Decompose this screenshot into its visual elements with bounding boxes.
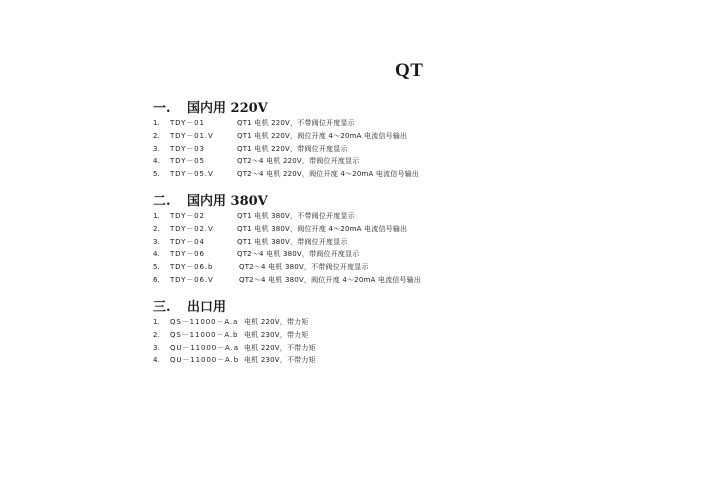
item-index: 1.	[153, 318, 160, 326]
item-description: QT2～4 电机 220V，带阀位开度显示	[237, 157, 360, 166]
item-model: TDY－05.V	[170, 170, 214, 179]
item-index: 4.	[153, 356, 160, 365]
item-description: QT2～4 电机 380V，阀位开度 4～20mA 电流信号输出	[239, 275, 422, 284]
item-model: TDY－03	[170, 144, 205, 153]
item-model: QU－11000－A.a	[170, 343, 239, 352]
item-model: TDY－01	[170, 119, 205, 127]
item-description: QT1 电机 220V，不带阀位开度显示	[237, 119, 355, 127]
item-index: 5.	[153, 263, 160, 272]
item-index: 3.	[153, 343, 160, 352]
item-description: QT1 电机 380V，阀位开度 4～20mA 电流信号输出	[237, 224, 408, 233]
item-model: TDY－05	[170, 157, 205, 166]
section-number: 二.	[153, 194, 171, 209]
item-model: QS－11000－A.b	[170, 330, 239, 339]
item-description: QT2～4 电机 220V，阀位开度 4～20mA 电流信号输出	[237, 170, 420, 179]
item-description: 电机 230V，不带力矩	[244, 356, 316, 365]
item-index: 5.	[153, 170, 160, 179]
item-index: 1.	[153, 212, 160, 220]
section-title: 出口用	[187, 300, 227, 315]
item-description: QT2～4 电机 380V，不带阀位开度显示	[239, 263, 369, 272]
item-description: QT1 电机 380V，不带阀位开度显示	[237, 212, 355, 220]
item-model: QU－11000－A.b	[170, 356, 240, 365]
section-number: 三.	[153, 300, 171, 315]
section-number: 一.	[153, 101, 171, 116]
section-heading-3	[153, 296, 226, 315]
section-heading-1	[153, 97, 268, 116]
item-index: 1.	[153, 119, 160, 127]
item-model: TDY－06.V	[170, 275, 214, 284]
item-index: 6.	[153, 275, 160, 284]
item-description: QT1 电机 220V，阀位开度 4～20mA 电流信号输出	[237, 131, 408, 140]
section-title: 国内用 380V	[187, 194, 268, 209]
item-index: 2.	[153, 224, 160, 233]
item-model: TDY－01.V	[170, 131, 214, 140]
item-description: QT1 电机 380V，带阀位开度显示	[237, 237, 348, 246]
item-index: 3.	[153, 237, 160, 246]
item-index: 2.	[153, 131, 160, 140]
item-description: QT2～4 电机 380V，带阀位开度显示	[237, 250, 360, 259]
item-index: 3.	[153, 144, 160, 153]
item-model: TDY－04	[170, 237, 205, 246]
item-description: 电机 220V，带力矩	[244, 318, 309, 326]
item-description: 电机 230V，带力矩	[244, 330, 309, 339]
item-model: QS－11000－A.a	[170, 318, 239, 326]
item-model: TDY－06	[170, 250, 205, 259]
item-description: QT1 电机 220V，带阀位开度显示	[237, 144, 348, 153]
document-title: QT	[395, 60, 424, 81]
item-index: 4.	[153, 250, 160, 259]
section-title: 国内用 220V	[187, 101, 268, 116]
item-index: 2.	[153, 330, 160, 339]
item-description: 电机 220V，不带力矩	[244, 343, 316, 352]
item-index: 4.	[153, 157, 160, 166]
item-model: TDY－02	[170, 212, 205, 220]
section-heading-2	[153, 190, 268, 209]
item-model: TDY－06.b	[170, 263, 214, 272]
item-model: TDY－02.V	[170, 224, 214, 233]
